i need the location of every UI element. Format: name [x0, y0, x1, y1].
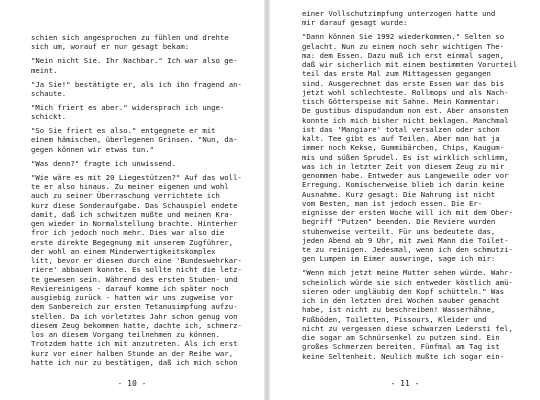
- text-line: schien sich angesprochen zu fühlen und drehte: [31, 33, 229, 42]
- text-line: erste direkte Begegnung mit unserem Zugführer,: [31, 237, 234, 247]
- text-line: te zu reinigen. Jedesmal, wenn ich den schmutzi-: [302, 245, 513, 255]
- text-line: "Mich friert es aber." widersprach ich unge-: [31, 102, 225, 112]
- text-line: genommen habe. Entweder aus Langeweile oder vor: [302, 171, 509, 181]
- text-line: gen wieder in Normalstellung brachte. Hinterher: [31, 219, 238, 229]
- text-line: "Ja Sie!" bestätigte er, als ich ihn fragend an-: [31, 79, 242, 89]
- text-line: gelacht. Nun zu einem noch sehr wichtigen The-: [302, 41, 505, 51]
- page-number: - 10 -: [117, 379, 147, 388]
- text-line: daß wir sicherlich mit einem bestimmten Vorurteil: [302, 60, 518, 70]
- left-page: [0, 0, 264, 400]
- text-line: Trotzdem hatte ich mit anzutreten. Als ich erst: [31, 339, 238, 349]
- text-line: te gewesen sein. Während des ersten Stuben- und: [31, 274, 238, 284]
- text-line: habe, ist nicht zu beschreiben! Wasserhähne,: [302, 305, 496, 315]
- text-line: "Wenn mich jetzt meine Mutter sehen würde. Wahr-: [302, 268, 513, 278]
- text-line: was ich in letzter Zeit von diesem Zeug zu mir: [302, 161, 505, 171]
- text-line: kurz vor einer halben Stunde an der Reihe war,: [31, 348, 234, 358]
- text-line: jeden Abend ab 9 Uhr, mit zwei Mann die Toilet-: [302, 235, 509, 245]
- paragraph: [31, 103, 256, 122]
- paragraph: [31, 56, 256, 75]
- text-line: sind. Ausgerechnet das erste Essen war das bis: [302, 78, 505, 88]
- text-line: kalt. Tee gibt es auf Teilen. Aber man hat ja: [302, 134, 500, 144]
- text-line: los an diesem Vorgang teilnehmen zu können.: [31, 330, 220, 340]
- text-line: immer noch Kekse, Gummibärchen, Chips, Kaugum-: [302, 143, 505, 153]
- text-line: der wohl an einem Minderwertigkeitskomplex: [31, 246, 216, 256]
- page-number: - 11 -: [390, 379, 420, 388]
- text-line: ausgiebig zurück - hatten wir uns zugweise vor: [31, 293, 234, 303]
- paragraph: [302, 268, 528, 361]
- text-line: ich in den letzten drei Wochen sauber gemacht: [302, 296, 500, 306]
- text-line: schaute.: [31, 88, 67, 98]
- paragraph: [31, 159, 256, 168]
- text-line: teil das erste Mal zum Mittagessen gegangen: [302, 69, 491, 79]
- text-line: te er also hinaus. Zu meiner eigenen und wohl: [31, 182, 229, 192]
- text-line: litt, bevor er diesen durch eine 'Bundeswehrkar-: [31, 256, 242, 266]
- text-line: "Wie wäre es mit 20 Liegestützen?" Auf das woll-: [31, 172, 242, 182]
- paragraph: [302, 32, 528, 263]
- text-line: tisch Götterspeise mit Sahne. Mein Kommentar:: [302, 97, 500, 107]
- text-line: nicht zu vergessen diese schwarzen Ledersti fel,: [302, 323, 513, 333]
- right-page: [270, 0, 540, 400]
- text-line: mir darauf gesagt wurde:: [302, 18, 408, 28]
- text-line: begriff "Putzen" beenden. Die Reviere wurden: [302, 217, 496, 227]
- text-line: gen Lumpen im Eimer auswringe, sage ich mir:: [302, 254, 496, 264]
- text-line: dem Sanbereich zur ersten Tetanusimpfung aufzu-: [31, 302, 238, 312]
- text-line: meint.: [31, 65, 58, 75]
- text-line: sieren oder ungläubig den Kopf schütteln." Was: [302, 286, 505, 296]
- right-page-text: [302, 9, 528, 361]
- paragraph: [31, 80, 256, 99]
- text-line: gegen können wir etwas tun.": [31, 144, 155, 154]
- text-line: Ausnahme. Kurz gesagt: Die Nahrung ist nicht: [302, 189, 496, 199]
- text-line: keine Seltenheit. Neulich mußte ich sogar ein-: [302, 351, 505, 361]
- text-line: fror ich jedoch noch mehr. Dies war also die: [31, 228, 225, 238]
- text-line: die sogar am Schnürsenkel zu putzen sind. Ein: [302, 333, 500, 343]
- text-line: damit, daß ich schwitzen mußte und meinen Kra-: [31, 209, 234, 219]
- paragraph: [31, 33, 256, 52]
- text-line: sich um, worauf er nur gesagt bekam:: [31, 42, 190, 52]
- text-line: jetzt wohl schlechteste. Rollmops und als Nach-: [302, 87, 509, 97]
- text-line: De gustibus dispudandum non est. Aber ansonsten: [302, 106, 509, 116]
- text-line: einer Vollschutzimpfung unterzogen hatte und: [302, 9, 496, 18]
- text-line: einem hämischen, überlegenen Grinsen. "Nun, da-: [31, 135, 238, 145]
- text-line: ist das 'Mangiare' total versalzen oder schon: [302, 124, 500, 134]
- text-line: "Nein nicht Sie. Ihr Nachbar." Ich war also ge-: [31, 56, 238, 66]
- text-line: "Dann können Sie 1992 wiederkommen." Selten so: [302, 32, 505, 42]
- text-line: konnte ich mich bisher nicht beklagen. Manchmal: [302, 115, 509, 125]
- text-line: großes Schmerzen bereiten. Fünfmal am Tag ist: [302, 342, 500, 352]
- text-line: mis und süßen Sprudel. Es ist wirklich schlimm,: [302, 152, 509, 162]
- text-line: riere' abbauen konnte. Es sollte nicht die letz-: [31, 265, 242, 275]
- text-line: Erregung. Komischerweise blieb ich darin keine: [302, 180, 505, 190]
- text-line: schickt.: [31, 112, 67, 122]
- text-line: Reviereinigens - darauf komme ich später noch: [31, 283, 229, 293]
- text-line: kurz diese Sonderaufgabe. Das Schauspiel endete: [31, 200, 238, 210]
- text-line: stellen. Da ich vorletztes Jahr schon genug von: [31, 311, 238, 321]
- text-line: Fußböden, Toiletten, Pissours, Kleider und: [302, 314, 487, 324]
- text-line: scheinlich würde sie sich entweder köstlich amü-: [302, 277, 513, 287]
- left-page-text: [31, 33, 256, 367]
- text-line: "Was denn?" fragte ich unwissend.: [31, 158, 176, 168]
- text-line: eignisse der ersten Woche will ich mit dem Ober-: [302, 208, 513, 218]
- text-line: diesem Zeug bekommen hatte, dachte ich, schmerz-: [31, 320, 242, 330]
- text-line: "So Sie friert es also." entgegnete er mit: [31, 126, 216, 136]
- text-line: stubenweise verteilt. Für uns bedeutete das,: [302, 226, 496, 236]
- text-line: vom Besten, man ist jedoch essen. Die Er-: [302, 198, 483, 208]
- text-line: hatte ich nur zu bestätigen, daß ich mich schon: [31, 357, 238, 367]
- text-line: auch zu seiner Überraschung verrichtete ich: [31, 191, 220, 201]
- text-line: ma: dem Essen. Dazu muß ich erst einmal sagen,: [302, 50, 505, 60]
- paragraph: [302, 9, 528, 28]
- paragraph: [31, 126, 256, 154]
- paragraph: [31, 173, 256, 367]
